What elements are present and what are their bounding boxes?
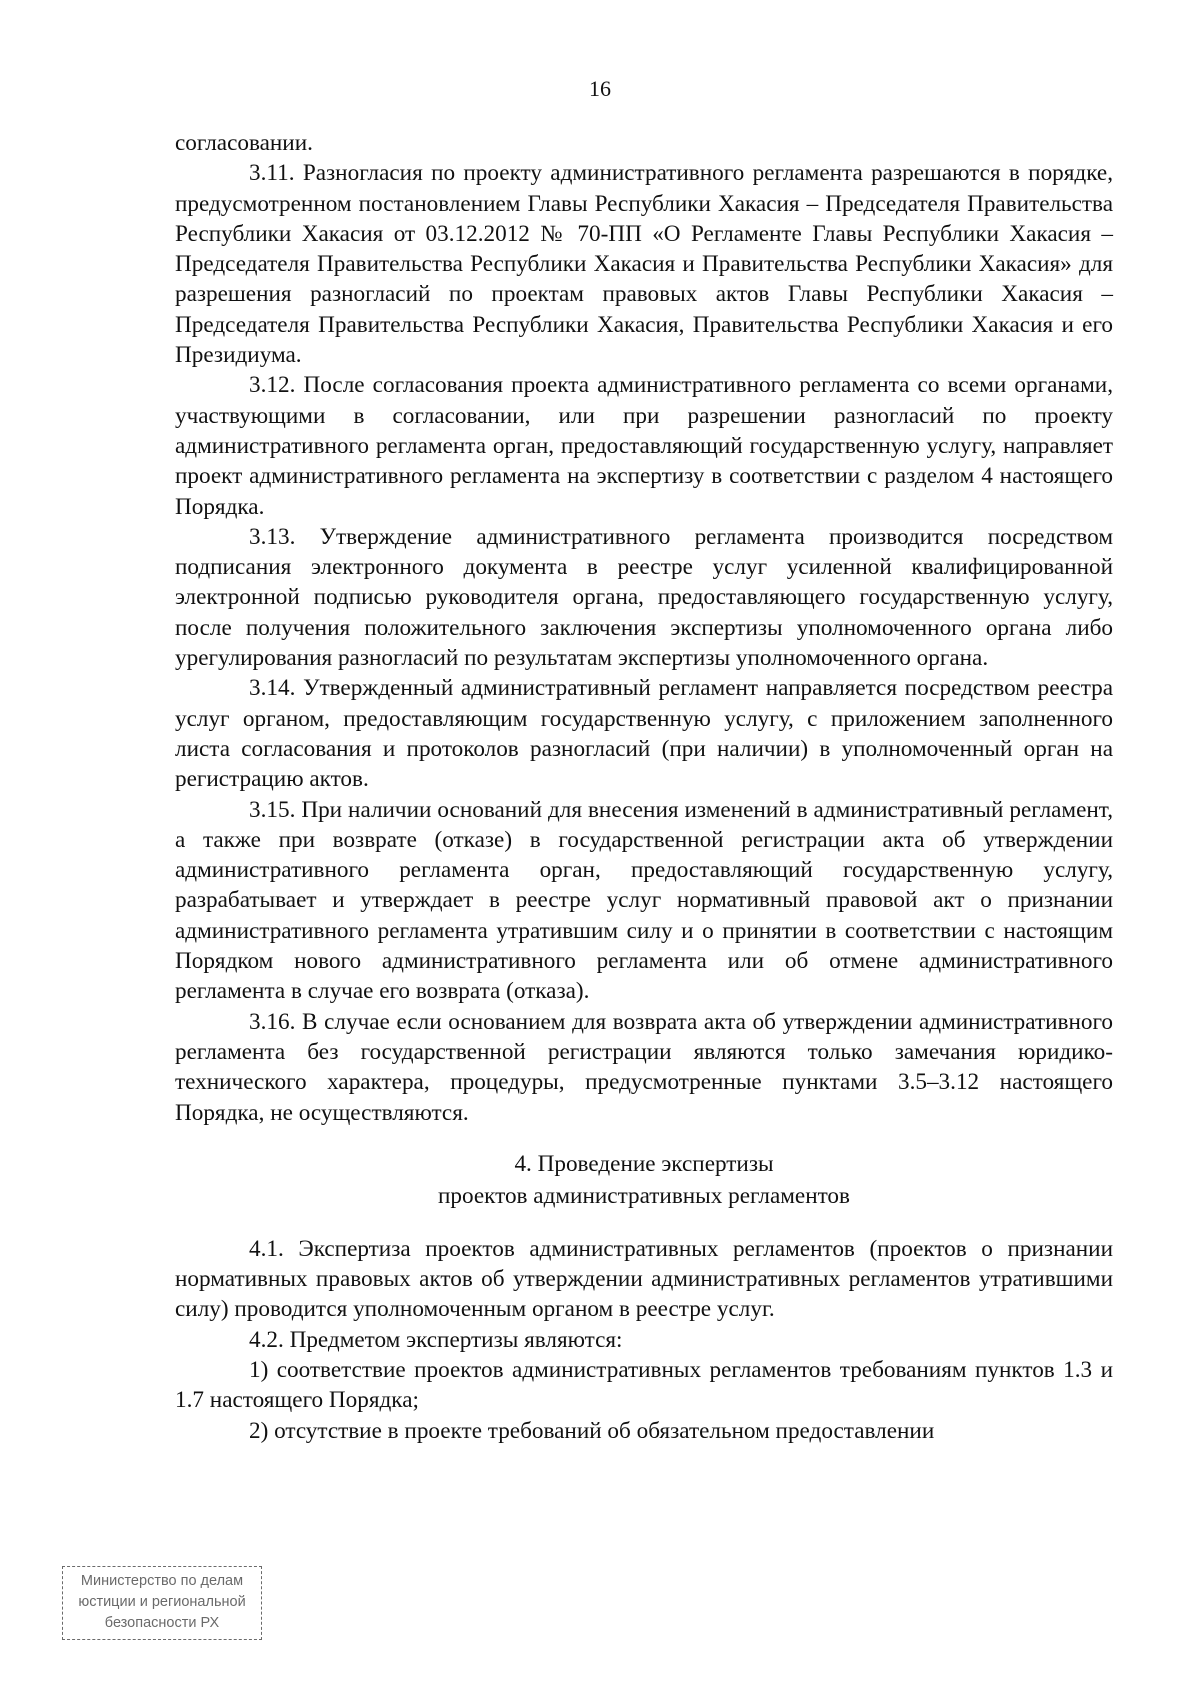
list-item-2: 2) отсутствие в проекте требований об обязательном предоставлении bbox=[249, 1417, 935, 1444]
section-heading bbox=[175, 1128, 1113, 1234]
paragraph-4-1: 4.1. Экспертиза проектов административных регламентов (проектов о признании нормативных правовых актов об утверждении административных регламентов утратившими силу) проводится уполномоченным органом в реестре услуг. bbox=[175, 1235, 1113, 1323]
stamp-line2: юстиции и региональной bbox=[78, 1594, 246, 1610]
document-body bbox=[175, 128, 1113, 1446]
paragraph-3-16: 3.16. В случае если основанием для возврата акта об утверждении административного регламента без государственной регистрации являются только замечания юридико-технического характера, процедуры, предусмотренные пунктами 3.5–3.12 настоящего Порядка, не осуществляются. bbox=[175, 1008, 1113, 1126]
ministry-stamp bbox=[62, 1566, 262, 1640]
section-heading-line1: 4. Проведение экспертизы bbox=[514, 1150, 774, 1177]
paragraph-3-13: 3.13. Утверждение административного регламента производится посредством подписания электронного документа в реестре услуг усиленной квалифицированной электронной подписью руководителя органа, предоставляющего государственную услугу, после получения положительного заключения экспертизы уполномоченного органа либо урегулирования разногласий по результатам экспертизы уполномоченного органа. bbox=[175, 523, 1113, 672]
paragraph-3-14: 3.14. Утвержденный административный регламент направляется посредством реестра услуг органом, предоставляющим государственную услугу, с приложением заполненного листа согласования и протоколов разногласий (при наличии) в уполномоченный орган на регистрацию актов. bbox=[175, 675, 1113, 793]
paragraph-3-12: 3.12. После согласования проекта административного регламента со всеми органами, участвующими в согласовании, или при разрешении разногласий по проекту административного регламента орган, предоставляющий государственную услугу, направляет проект административного регламента на экспертизу в соответствии с разделом 4 настоящего Порядка. bbox=[175, 372, 1113, 520]
stamp-line3: безопасности РХ bbox=[104, 1615, 220, 1631]
section-heading-line2: проектов административных регламентов bbox=[438, 1182, 850, 1209]
paragraph-4-2: 4.2. Предметом экспертизы являются: bbox=[249, 1326, 623, 1353]
list-item-1: 1) соответствие проектов административных регламентов требованиям пунктов 1.3 и 1.7 настоящего Порядка; bbox=[175, 1356, 1113, 1414]
paragraph-3-11: 3.11. Разногласия по проекту административного регламента разрешаются в порядке, предусмотренном постановлением Главы Республики Хакасия – Председателя Правительства Республики Хакасия от 03.12.2012 № 70-ПП «О Регламенте Главы Республики Хакасия – Председателя Правительства Республики Хакасия и Правительства Республики Хакасия» для разрешения разногласий по проектам правовых актов Главы Республики Хакасия – Председателя Правительства Республики Хакасия, Правительства Республики Хакасия и его Президиума. bbox=[175, 160, 1113, 369]
paragraph-continuation: согласовании. bbox=[175, 130, 313, 156]
paragraph-3-15: 3.15. При наличии оснований для внесения изменений в административный регламент, а также при возврате (отказе) в государственной регистрации акта об утверждении административного регламента орган, предоставляющий государственную услугу, разрабатывает и утверждает в реестре услуг нормативный правовой акт о признании административного регламента утратившим силу и о принятии в соответствии с настоящим Порядком нового административного регламента или об отмене административного регламента в случае его возврата (отказа). bbox=[175, 796, 1113, 1005]
stamp-line1: Министерство по делам bbox=[80, 1573, 244, 1589]
page-number: 16 bbox=[589, 76, 611, 101]
